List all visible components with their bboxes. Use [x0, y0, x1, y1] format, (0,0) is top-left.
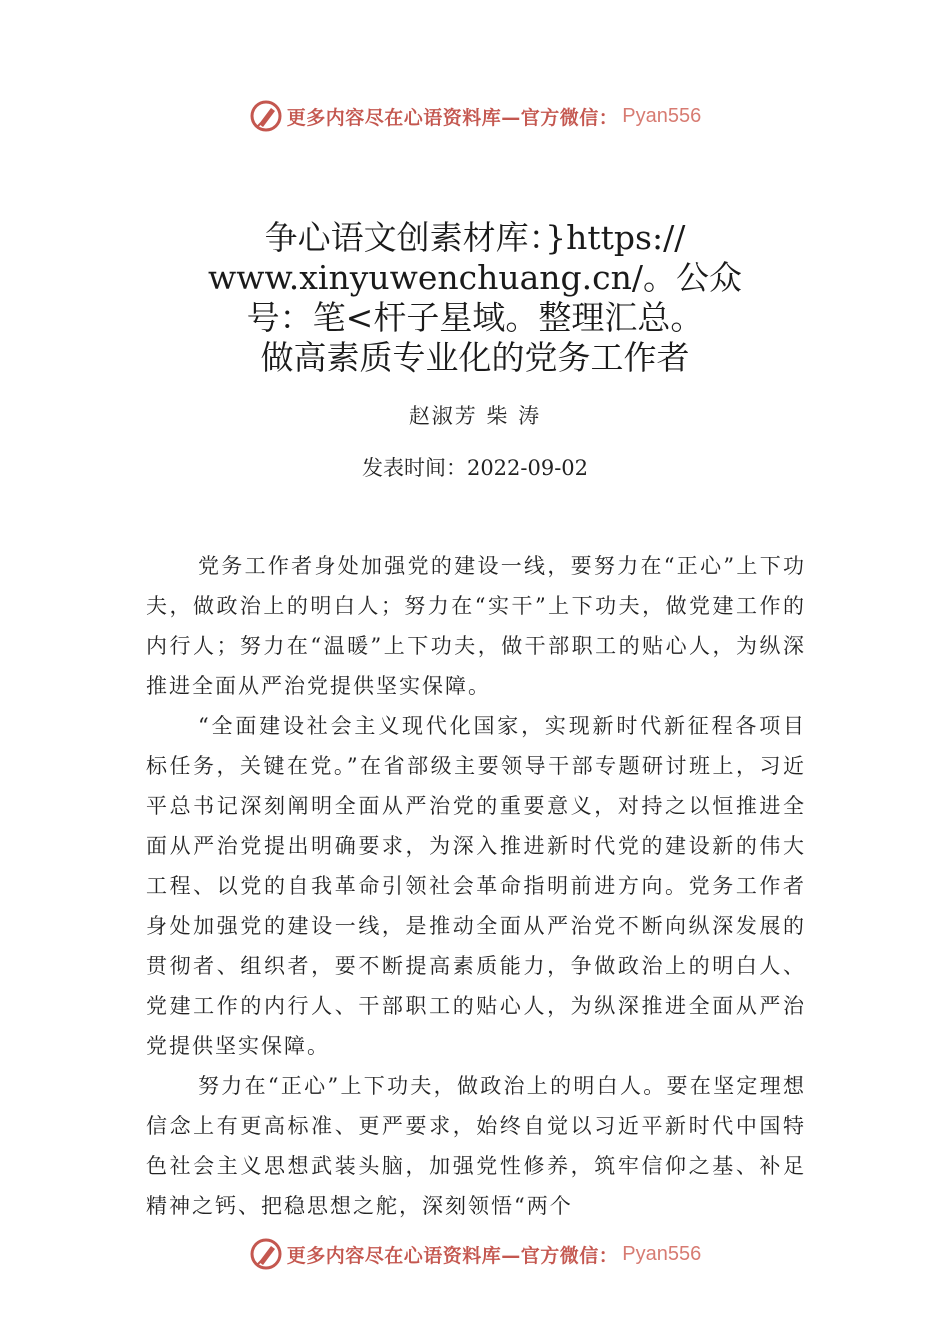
header-banner: [0, 94, 950, 138]
banner-text: 更多内容尽在心语资料库—官方微信：: [286, 106, 619, 129]
title-line-2: www.xinyuwenchuang.cn/。公众: [207, 258, 743, 297]
banner-text: 更多内容尽在心语资料库—官方微信：: [286, 1244, 619, 1267]
pen-nib-logo-icon: [249, 99, 283, 133]
authors: 赵淑芳 柴 涛: [408, 404, 542, 428]
wechat-id: Pyan556: [622, 1242, 702, 1265]
article-body: [146, 546, 806, 1226]
paragraph: 努力在“正心”上下功夫，做政治上的明白人。要在坚定理想信念上有更高标准、更严要求，始终自觉以习近平新时代中国特色社会主义思想武装头脑，加强党性修养，筑牢信仰之基、补足精神之钙、把稳思想之舵，深刻领悟“两个: [146, 1074, 806, 1218]
wechat-id: Pyan556: [622, 104, 702, 127]
title-line-1: 争心语文创素材库：}https://: [264, 218, 686, 257]
publish-date: 发表时间：2022-09-02: [361, 456, 589, 480]
footer-banner: [0, 1232, 950, 1276]
title-line-3: 号：笔<杆子星域。整理汇总。: [246, 298, 704, 337]
document-title: [120, 218, 830, 378]
paragraph: “全面建设社会主义现代化国家，实现新时代新征程各项目标任务，关键在党。”在省部级主要领导干部专题研讨班上，习近平总书记深刻阐明全面从严治党的重要意义，对持之以恒推进全面从严治党提出明确要求，为深入推进新时代党的建设新的伟大工程、以党的自我革命引领社会革命指明前进方向。党务工作者身处加强党的建设一线，是推动全面从严治党不断向纵深发展的贯彻者、组织者，要不断提高素质能力，争做政治上的明白人、党建工作的内行人、干部职工的贴心人，为纵深推进全面从严治党提供坚实保障。: [146, 714, 806, 1058]
paragraph: 党务工作者身处加强党的建设一线，要努力在“正心”上下功夫，做政治上的明白人；努力在“实干”上下功夫，做党建工作的内行人；努力在“温暖”上下功夫，做干部职工的贴心人，为纵深推进全面从严治党提供坚实保障。: [146, 554, 806, 698]
title-line-4: 做高素质专业化的党务工作者: [260, 338, 690, 377]
pen-nib-logo-icon: [249, 1237, 283, 1271]
